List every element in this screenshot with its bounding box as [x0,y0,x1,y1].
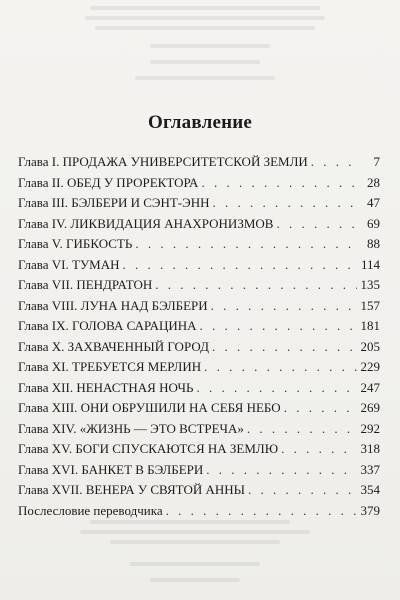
show-through-text-top [0,0,400,110]
toc-leader-dots [248,480,357,500]
show-through-text-bottom [70,500,330,600]
toc-leader-dots [213,193,358,213]
toc-entry-title: Глава VIII. ЛУНА НАД БЭЛБЕРИ [18,297,208,313]
toc-title: Оглавление [147,112,253,133]
toc-entry[interactable] [18,480,380,500]
toc-entry[interactable] [18,337,380,357]
toc-entry[interactable] [18,460,380,480]
toc-entry-page-number: 135 [360,277,380,292]
toc-leader-dots [135,234,357,254]
toc-leader-dots [201,173,357,193]
toc-entry[interactable] [18,193,380,213]
toc-entry-title: Глава VI. ТУМАН [18,256,120,272]
toc-entry-page-number: 337 [360,461,380,477]
toc-entry[interactable] [18,296,380,316]
toc-entry-title: Глава XI. ТРЕБУЕТСЯ МЕРЛИН [18,359,202,374]
toc-entry-page-number: 205 [360,338,380,354]
toc-entry-page-number: 181 [360,318,380,333]
toc-entry-page-number: 157 [360,297,380,313]
toc-entry-page-number: 69 [367,215,380,231]
toc-entry-title: Глава IV. ЛИКВИДАЦИЯ АНАХРОНИЗМОВ [18,215,274,231]
toc-entry[interactable] [18,419,380,439]
toc-entry-page-number: 7 [373,154,380,169]
toc-entry-title: Глава XII. НЕНАСТНАЯ НОЧЬ [18,379,194,395]
toc-leader-dots [122,255,357,275]
toc-entry[interactable] [18,255,380,275]
toc-leader-dots [204,357,357,377]
toc-entry-page-number: 269 [360,400,380,415]
toc-entry-page-number: 229 [360,359,380,374]
toc-entry-title: Глава IX. ГОЛОВА САРАЦИНА [18,318,197,333]
toc-entry-page-number: 354 [360,482,380,497]
toc-entry-page-number: 47 [367,195,380,210]
toc-entry-page-number: 247 [360,379,380,395]
toc-leader-dots [200,316,357,336]
toc-leader-dots [284,398,357,418]
toc-entry[interactable] [18,214,380,234]
toc-entry-title: Послесловие переводчика [18,502,163,518]
toc-entry[interactable] [18,152,380,172]
toc-leader-dots [311,152,357,172]
toc-entry-title: Глава I. ПРОДАЖА УНИВЕРСИТЕТСКОЙ ЗЕМЛИ [18,154,308,169]
toc-entry-title: Глава X. ЗАХВАЧЕННЫЙ ГОРОД [18,338,209,354]
toc-entry-title: Глава III. БЭЛБЕРИ И СЭНТ-ЭНН [18,195,210,210]
toc-leader-dots [276,214,357,234]
toc-entry-title: Глава XVII. ВЕНЕРА У СВЯТОЙ АННЫ [18,482,245,497]
toc-entry-page-number: 114 [360,256,380,272]
toc-leader-dots [281,439,357,459]
toc-entry[interactable] [18,439,380,459]
toc-entry-title: Глава XIII. ОНИ ОБРУШИЛИ НА СЕБЯ НЕБО [18,400,281,415]
toc-entry[interactable] [18,316,380,336]
toc-entry-title: Глава XIV. «ЖИЗНЬ — ЭТО ВСТРЕЧА» [18,420,244,436]
toc-entry-title: Глава II. ОБЕД У ПРОРЕКТОРА [18,174,199,190]
toc-entry[interactable] [18,378,380,398]
toc-leader-dots [211,296,357,316]
toc-entry-title: Глава V. ГИБКОСТЬ [18,236,133,251]
toc-entry[interactable] [18,275,380,295]
toc-leader-dots [247,419,357,439]
toc-entry-page-number: 88 [367,236,380,251]
toc-entry[interactable] [18,398,380,418]
toc-entry-page-number: 292 [360,420,380,436]
toc-leader-dots [155,275,357,295]
toc-entry[interactable] [18,173,380,193]
toc-entry[interactable] [18,357,380,377]
toc-entry[interactable] [18,234,380,254]
toc-entry-page-number: 318 [360,441,380,456]
toc-entry-page-number: 379 [360,502,380,518]
toc-leader-dots [212,337,357,357]
toc-leader-dots [196,378,357,398]
toc-entry-title: Глава XVI. БАНКЕТ В БЭЛБЕРИ [18,461,204,477]
toc-entry-title: Глава XV. БОГИ СПУСКАЮТСЯ НА ЗЕМЛЮ [18,441,279,456]
toc-leader-dots [206,460,357,480]
toc-entry-page-number: 28 [367,174,380,190]
toc-entry-title: Глава VII. ПЕНДРАТОН [18,277,153,292]
